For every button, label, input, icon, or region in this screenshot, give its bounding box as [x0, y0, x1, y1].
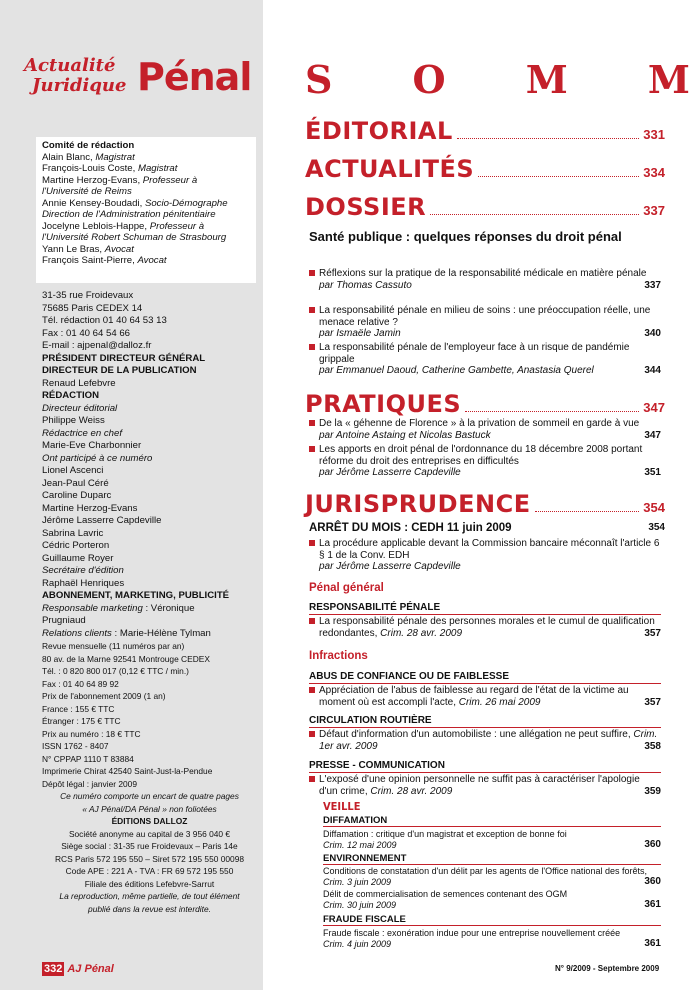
person-name: Raphaël Henriques: [42, 577, 125, 589]
publisher-line: RCS Paris 572 195 550 – Siret 572 195 550 00098: [54, 853, 245, 864]
logo-line-3: Pénal: [137, 55, 252, 99]
issue-footer: N° 9/2009 - Septembre 2009: [555, 964, 660, 973]
section-page: 337: [643, 203, 665, 218]
info-line: Tél. : 0 820 800 017 (0,12 € TTC / min.): [42, 666, 189, 676]
person-name: Marie-Eve Charbonnier: [42, 440, 142, 451]
veille-heading: VEILLE: [323, 800, 361, 813]
entry-page: 361: [644, 898, 661, 910]
role-heading: RÉDACTION: [42, 390, 100, 401]
entry-page: 357: [644, 696, 661, 708]
publisher-line: Siège social : 31-35 rue Froidevaux – Paris 14e: [61, 841, 238, 851]
footer-left: [42, 962, 114, 976]
entry-page: 360: [644, 875, 661, 887]
info-line: ISSN 1762 - 8407: [42, 741, 109, 751]
arret-du-mois[interactable]: [309, 522, 665, 534]
address-line: 31-35 rue Froidevaux: [42, 290, 134, 301]
address-line: 75685 Paris CEDEX 14: [42, 302, 143, 314]
committee-member: l'Université Robert Schuman de Strasbourg: [42, 232, 227, 243]
bullet-icon: [309, 270, 315, 276]
committee-member: Direction de l'Administration pénitentiaire: [42, 209, 216, 220]
dot-leader: [535, 511, 640, 512]
insert-note: Ce numéro comporte un encart de quatre pages: [60, 791, 239, 801]
entry-author: par Jérôme Lasserre Capdeville: [319, 467, 461, 478]
veille-entry[interactable]: [323, 866, 661, 887]
veille-entry[interactable]: [323, 889, 661, 910]
publisher-line: Société anonyme au capital de 3 956 040 €: [68, 828, 231, 839]
bullet-icon: [309, 446, 315, 452]
section-title: DOSSIER: [305, 193, 427, 221]
entry-citation: Crim. 30 juin 2009: [323, 899, 397, 910]
arret-page: 354: [648, 522, 665, 533]
rubric-heading: RESPONSABILITÉ PÉNALE: [309, 602, 661, 615]
email-line: E-mail : ajpenal@dalloz.fr: [42, 340, 152, 351]
bullet-icon: [309, 731, 315, 737]
rubric-heading: PRESSE - COMMUNICATION: [309, 760, 661, 773]
page-number: 332: [44, 963, 63, 975]
info-line: N° CPPAP 1110 T 83884: [42, 753, 134, 764]
toc-entry[interactable]: [309, 268, 661, 291]
role-label: Directeur éditorial: [42, 402, 118, 414]
heading-letter: S: [305, 57, 333, 102]
toc-entry[interactable]: [309, 305, 661, 340]
entry-author: par Jérôme Lasserre Capdeville: [319, 561, 461, 572]
entry-title: De la « géhenne de Florence » à la privation de sommeil en garde à vue: [319, 418, 640, 429]
info-line: Prix de l'abonnement 2009 (1 an): [42, 691, 166, 701]
entry-page: 358: [644, 740, 661, 752]
entry-page: 359: [644, 785, 661, 797]
copyright-note: La reproduction, même partielle, de tout élément: [59, 891, 240, 901]
info-line: 80 av. de la Marne 92541 Montrouge CEDEX: [42, 653, 210, 664]
toc-entry[interactable]: [309, 538, 661, 573]
role-label: Secrétaire d'édition: [42, 565, 124, 576]
logo-line-1: Actualité: [24, 55, 116, 76]
entry-author: par Ismaële Jamin: [319, 328, 401, 339]
toc-entry[interactable]: [309, 418, 661, 441]
relations-line: Relations clients : Marie-Hélène Tylman: [42, 627, 211, 639]
entry-page: 351: [644, 467, 661, 478]
entry-title: Réflexions sur la pratique de la responsabilité médicale en matière pénale: [319, 268, 647, 279]
veille-entry[interactable]: [323, 829, 661, 850]
entry-title: Diffamation : critique d'un magistrat et exception de bonne foi: [323, 829, 567, 839]
section-dossier[interactable]: [305, 193, 665, 221]
bullet-icon: [309, 776, 315, 782]
dot-leader: [430, 214, 639, 215]
section-page: 354: [643, 500, 665, 515]
entry-title: Appréciation de l'abus de faiblesse au regard de l'état de la victime au moment où est accompli l'acte, Crim. 26 mai 2009: [319, 685, 629, 708]
publisher-heading: ÉDITIONS DALLOZ: [111, 816, 188, 826]
phone-line: Tél. rédaction 01 40 64 53 13: [42, 315, 167, 326]
entry-title: Défaut d'information d'un automobiliste : une allégation ne peut suffire, Crim. 1er avr. 2009: [319, 729, 658, 752]
heading-letter: M: [525, 57, 568, 102]
section-page: 331: [643, 127, 665, 142]
committee-member: François Saint-Pierre, Avocat: [42, 255, 167, 266]
section-title: ÉDITORIAL: [305, 117, 453, 145]
section-page: 347: [643, 400, 665, 415]
left-sidebar: [0, 0, 263, 990]
committee-member: François-Louis Coste, Magistrat: [42, 163, 178, 174]
bullet-icon: [309, 618, 315, 624]
entry-page: 361: [644, 937, 661, 949]
toc-entry[interactable]: [309, 774, 661, 797]
arret-label: ARRÊT DU MOIS : CEDH 11 juin 2009: [309, 522, 512, 534]
info-line: Fax : 01 40 64 89 92: [42, 678, 119, 689]
participant-name: Cédric Porteron: [42, 540, 110, 551]
sommaire-heading: [305, 57, 690, 102]
entry-title: Délit de commercialisation de semences contenant des OGM: [323, 889, 568, 899]
entry-title: La procédure applicable devant la Commission bancaire méconnaît l'article 6 § 1 de la Conv. EDH: [319, 538, 660, 561]
entry-title: Fraude fiscale : exonération indue pour une entreprise nouvellement créée: [323, 928, 621, 938]
section-actualites[interactable]: [305, 155, 665, 183]
veille-rubric: DIFFAMATION: [323, 815, 661, 827]
info-line: Étranger : 175 € TTC: [42, 716, 121, 726]
bullet-icon: [309, 307, 315, 313]
participant-name: Sabrina Lavric: [42, 527, 104, 539]
dot-leader: [457, 138, 640, 139]
entry-title: Les apports en droit pénal de l'ordonnance du 18 décembre 2008 portant réforme du droit des entreprises en difficultés: [319, 444, 643, 467]
entry-title: La responsabilité pénale des personnes morales et le cumul de qualification redondantes, Crim. 28 avr. 2009: [319, 616, 655, 639]
rubric-heading: ABUS DE CONFIANCE OU DE FAIBLESSE: [309, 671, 661, 684]
section-title: ACTUALITÉS: [305, 155, 475, 183]
entry-title: La responsabilité pénale en milieu de soins : une préoccupation réelle, une menace relative ?: [319, 305, 651, 328]
imprint-block: [42, 290, 257, 915]
fax-line: Fax : 01 40 64 54 66: [42, 327, 131, 339]
heading-letter: O: [412, 57, 446, 102]
rubric-heading: CIRCULATION ROUTIÈRE: [309, 715, 661, 728]
participant-name: Lionel Ascenci: [42, 465, 104, 476]
info-line: Prix au numéro : 18 € TTC: [42, 728, 141, 739]
role-heading: ABONNEMENT, MARKETING, PUBLICITÉ: [42, 590, 230, 601]
info-line: France : 155 € TTC: [42, 703, 115, 714]
person-name: Prugniaud: [42, 615, 86, 626]
bullet-icon: [309, 687, 315, 693]
table-of-contents: [305, 0, 695, 990]
dot-leader: [465, 411, 639, 412]
toc-entry[interactable]: [309, 729, 661, 752]
publisher-line: Filiale des éditions Lefebvre-Sarrut: [84, 878, 215, 889]
entry-page: 340: [644, 328, 661, 339]
committee-member: Jocelyne Leblois-Happe, Professeur à: [42, 220, 205, 232]
participant-name: Caroline Duparc: [42, 490, 112, 501]
marketing-line: Responsable marketing : Véronique: [42, 602, 195, 614]
section-title: JURISPRUDENCE: [305, 490, 531, 518]
insert-note: « AJ Pénal/DA Pénal » non foliotées: [82, 803, 217, 814]
committee-member: Yann Le Bras, Avocat: [42, 243, 134, 255]
entry-title: Conditions de constatation d'un délit par les agents de l'Office national des forêts, Crim. 3 juin 2009: [323, 866, 647, 887]
entry-author: par Antoine Astaing et Nicolas Bastuck: [319, 429, 491, 441]
entry-citation: Crim. 4 juin 2009: [323, 938, 392, 949]
copyright-note: publié dans la revue est interdite.: [88, 903, 211, 914]
veille-entry[interactable]: [323, 928, 661, 949]
participant-name: Jean-Paul Céré: [42, 477, 109, 489]
dot-leader: [478, 176, 639, 177]
committee-member: Alain Blanc, Magistrat: [42, 151, 135, 163]
bullet-icon: [309, 420, 315, 426]
bullet-icon: [309, 540, 315, 546]
toc-entry[interactable]: [309, 685, 661, 708]
committee-title: Comité de rédaction: [42, 140, 135, 151]
entry-page: 360: [644, 838, 661, 850]
participant-name: Martine Herzog-Evans: [42, 502, 138, 514]
info-line: Revue mensuelle (11 numéros par an): [42, 641, 185, 651]
role-label: Ont participé à ce numéro: [42, 452, 153, 464]
toc-entry[interactable]: [309, 616, 661, 639]
section-page: 334: [643, 165, 665, 180]
dossier-title: Santé publique : quelques réponses du droit pénal: [309, 229, 622, 244]
entry-page: 357: [644, 627, 661, 639]
committee-member: l'Université de Reims: [42, 186, 132, 197]
person-name: Renaud Lefebvre: [42, 377, 116, 389]
toc-entry[interactable]: [309, 342, 661, 377]
section-title: PRATIQUES: [305, 390, 462, 418]
bullet-icon: [309, 344, 315, 350]
section-pratiques[interactable]: [305, 390, 665, 418]
committee-member: Annie Kensey-Boudadi, Socio-Démographe: [42, 197, 228, 209]
footer-logo: AJ Pénal: [67, 963, 114, 975]
entry-page: 337: [644, 279, 661, 291]
journal-logo: [22, 55, 262, 113]
entry-page: 347: [644, 429, 661, 441]
section-jurisprudence[interactable]: [305, 490, 665, 518]
person-name: Philippe Weiss: [42, 415, 105, 426]
entry-author: par Emmanuel Daoud, Catherine Gambette, Anastasia Querel: [319, 365, 594, 376]
entry-page: 344: [644, 365, 661, 376]
participant-name: Jérôme Lasserre Capdeville: [42, 515, 162, 526]
toc-entry[interactable]: [309, 444, 661, 479]
veille-rubric: FRAUDE FISCALE: [323, 914, 661, 926]
subsection-infractions: Infractions: [309, 650, 368, 662]
entry-title: L'exposé d'une opinion personnelle ne suffit pas à caractériser l'apologie d'un crime, Crim. 28 avr. 2009: [319, 774, 640, 797]
editorial-committee-box: [36, 137, 256, 283]
veille-rubric: ENVIRONNEMENT: [323, 853, 661, 865]
committee-member: Martine Herzog-Evans, Professeur à: [42, 174, 198, 186]
entry-title: La responsabilité pénale de l'employeur face à un risque de pandémie grippale: [319, 342, 630, 365]
heading-letter: M: [647, 57, 690, 102]
section-editorial[interactable]: [305, 117, 665, 145]
publisher-line: Code APE : 221 A - TVA : FR 69 572 195 550: [65, 866, 234, 876]
role-heading: PRÉSIDENT DIRECTEUR GÉNÉRAL: [42, 352, 206, 364]
role-heading: DIRECTEUR DE LA PUBLICATION: [42, 365, 197, 376]
role-label: Rédactrice en chef: [42, 427, 122, 439]
info-line: Imprimerie Chirat 42540 Saint-Just-la-Pendue: [42, 766, 213, 776]
logo-line-2: Juridique: [32, 75, 127, 96]
entry-citation: Crim. 12 mai 2009: [323, 839, 397, 850]
info-line: Dépôt légal : janvier 2009: [42, 778, 137, 789]
subsection-penal-general: Pénal général: [309, 582, 384, 594]
entry-author: par Thomas Cassuto: [319, 279, 412, 291]
participant-name: Guillaume Royer: [42, 552, 114, 564]
